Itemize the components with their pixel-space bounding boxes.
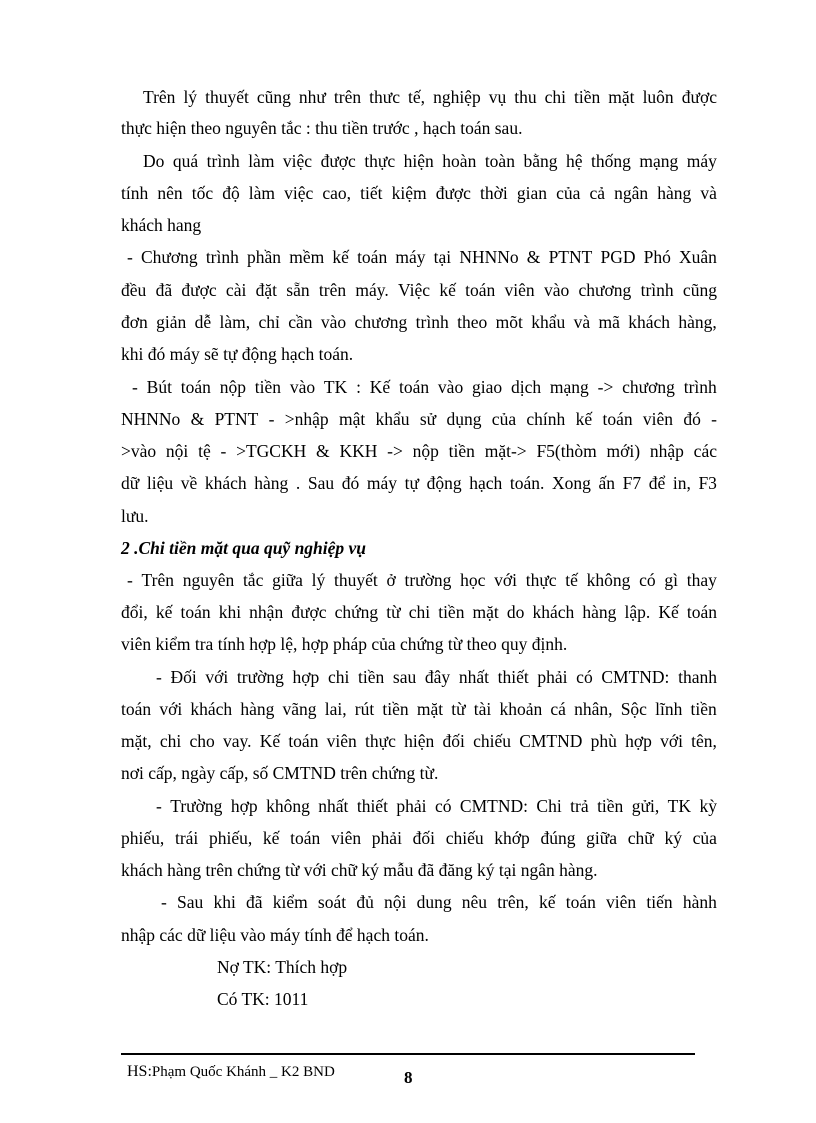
text-line: toán với khách hàng vãng lai, rút tiền mặt từ tài khoản cá nhân, Sộc lĩnh tiền [121, 699, 717, 719]
text-line: đều đã được cài đặt sẵn trên máy. Việc kế toán viên vào chương trình cũng [121, 280, 717, 300]
text-line: - Bút toán nộp tiền vào TK : Kế toán vào giao dịch mạng -> chương trình [132, 377, 717, 397]
text-line: khách hàng trên chứng từ với chữ ký mẫu đã đăng ký tại ngân hàng. [121, 860, 598, 880]
text-line: đơn giản dễ làm, chỉ cần vào chương trình theo mõt khẩu và mã khách hàng, [121, 312, 717, 332]
text-line: đổi, kế toán khi nhận được chứng từ chi tiền mặt do khách hàng lập. Kế toán [121, 602, 717, 622]
footer-label: HS: [127, 1063, 152, 1080]
text-line: khách hang [121, 215, 202, 235]
text-line: mặt, chi cho vay. Kế toán viên thực hiện đối chiếu CMTND phù hợp với tên, [121, 731, 717, 751]
text-line: - Đối với trường hợp chi tiền sau đây nhất thiết phải có CMTND: thanh [156, 667, 717, 687]
text-line: - Trên nguyên tắc giữa lý thuyết ở trường học với thực tế không có gì thay [127, 570, 717, 590]
text-line: Có TK: 1011 [217, 989, 309, 1009]
text-line: Trên lý thuyết cũng như trên thưc tế, nghiệp vụ thu chi tiền mặt luôn được [143, 87, 717, 107]
text-line: viên kiểm tra tính hợp lệ, hợp pháp của chứng từ theo quy định. [121, 634, 568, 654]
text-line: - Chương trình phần mềm kế toán máy tại NHNNo & PTNT PGD Phó Xuân [127, 247, 717, 267]
text-line: - Trường hợp không nhất thiết phải có CMTND: Chi trả tiền gửi, TK kỳ [156, 796, 717, 816]
text-line: lưu. [121, 506, 149, 526]
text-line: nhập các dữ liệu vào máy tính để hạch toán. [121, 925, 429, 945]
text-line: dữ liệu về khách hàng . Sau đó máy tự động hạch toán. Xong ấn F7 để in, F3 [121, 473, 717, 493]
text-line: khi đó máy sẽ tự động hạch toán. [121, 344, 354, 364]
section-heading: 2 .Chi tiền mặt qua quỹ nghiệp vụ [121, 538, 367, 558]
footer-rule [121, 1053, 695, 1055]
text-line: NHNNo & PTNT - >nhập mật khẩu sử dụng của chính kế toán viên đó - [121, 409, 717, 429]
page-number: 8 [404, 1068, 413, 1087]
text-line: phiếu, trái phiếu, kế toán viên phải đối chiếu khớp đúng giữa chữ ký của [121, 828, 717, 848]
footer-author [127, 1063, 335, 1081]
text-line: Do quá trình làm việc được thực hiện hoàn toàn bằng hệ thống mạng máy [143, 151, 717, 171]
text-line: thực hiện theo nguyên tắc : thu tiền trước , hạch toán sau. [121, 118, 523, 138]
text-line: Nợ TK: Thích hợp [217, 957, 348, 977]
text-line: tính nên tốc độ làm việc cao, tiết kiệm được thời gian của cả ngân hàng và [121, 183, 717, 203]
text-line: >vào nội tệ - >TGCKH & KKH -> nộp tiền mặt-> F5(thòm mới) nhập các [121, 441, 717, 461]
footer-author-name: Phạm Quốc Khánh _ K2 BND [151, 1064, 335, 1080]
text-line: - Sau khi đã kiểm soát đủ nội dung nêu trên, kế toán viên tiến hành [161, 892, 717, 912]
text-line: nơi cấp, ngày cấp, số CMTND trên chứng từ. [121, 763, 439, 783]
